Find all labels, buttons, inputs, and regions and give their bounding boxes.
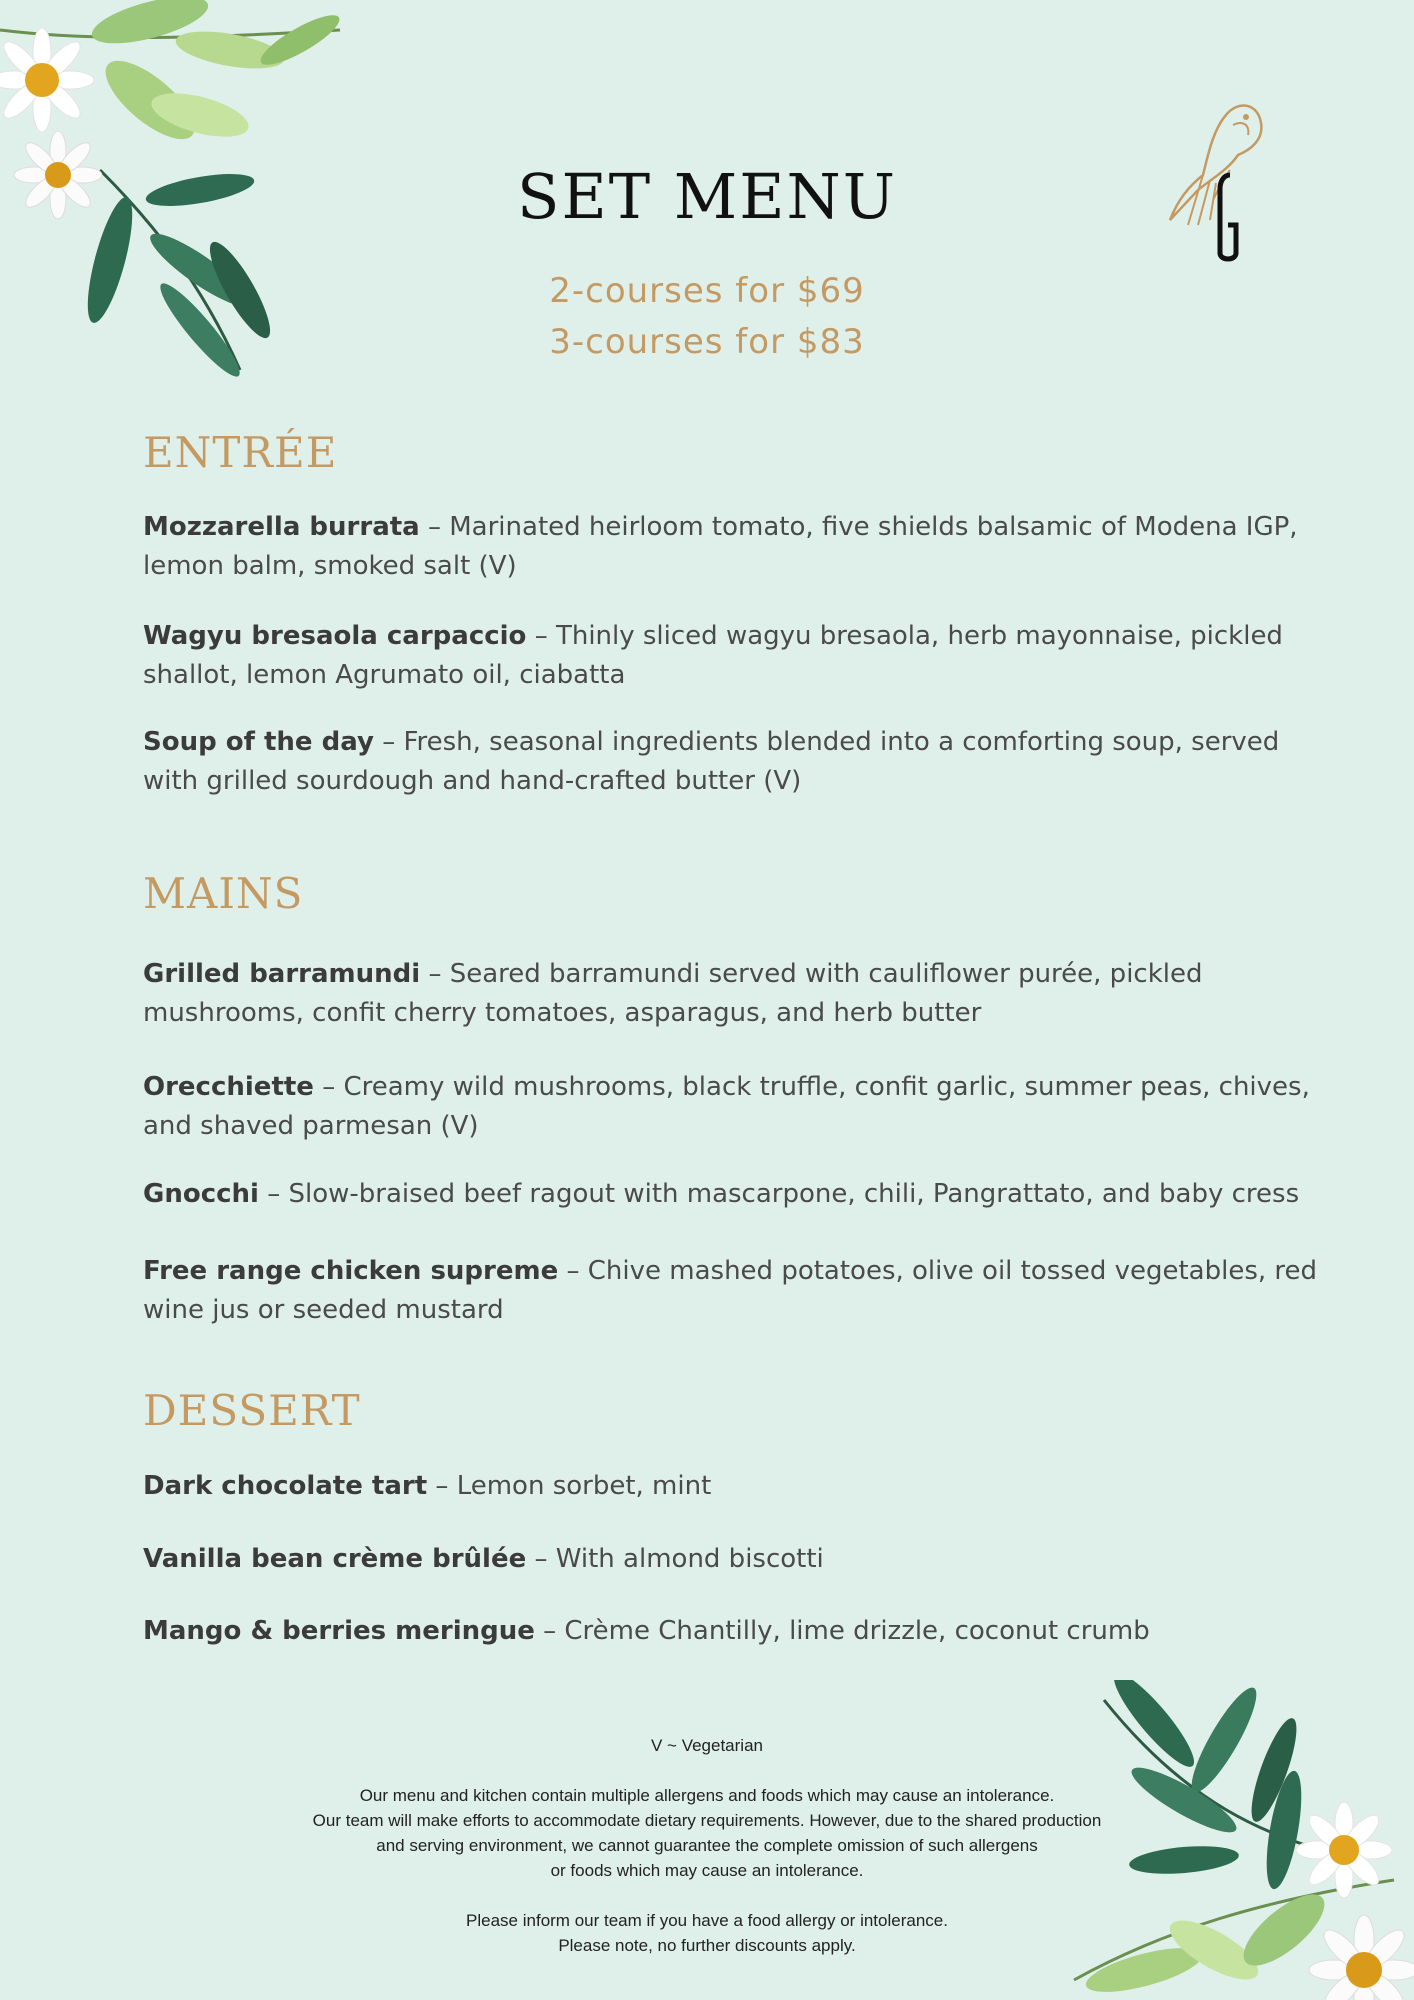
item-separator: – (428, 959, 442, 989)
menu-item (143, 1175, 1333, 1214)
price-two-courses: 2-courses for $69 (549, 271, 865, 311)
section-heading-mains: MAINS (143, 869, 304, 918)
allergen-notice-line: and serving environment, we cannot guarantee the complete omission of such allergens (376, 1836, 1038, 1855)
discount-notice: Please note, no further discounts apply. (558, 1936, 856, 1955)
price-three-courses: 3-courses for $83 (549, 322, 865, 362)
menu-item (143, 723, 1333, 801)
allergy-inform-notice: Please inform our team if you have a food allergy or intolerance. (466, 1911, 948, 1930)
menu-item-name: Wagyu bresaola carpaccio (143, 621, 527, 651)
menu-item-name: Vanilla bean crème brûlée (143, 1544, 527, 1574)
menu-item-description: Creamy wild mushrooms, black truffle, confit garlic, summer peas, chives, and shaved parmesan (V) (143, 1072, 1310, 1141)
item-separator: – (382, 727, 396, 757)
menu-item-name: Dark chocolate tart (143, 1471, 428, 1501)
menu-item-name: Orecchiette (143, 1072, 314, 1102)
page-title: SET MENU (516, 160, 898, 233)
item-separator: – (534, 1544, 548, 1574)
item-separator: – (534, 621, 548, 651)
menu-item-description: Slow-braised beef ragout with mascarpone, chili, Pangrattato, and baby cress (288, 1179, 1300, 1209)
menu-item (143, 508, 1333, 586)
allergen-notice-line: Our team will make efforts to accommodate dietary requirements. However, due to the shared production (312, 1811, 1102, 1830)
vegetarian-legend: V ~ Vegetarian (650, 1736, 763, 1755)
menu-item-description: Thinly sliced wagyu bresaola, herb mayonnaise, pickled shallot, lemon Agrumato oil, ciabatta (143, 621, 1283, 690)
item-separator: – (566, 1256, 580, 1286)
item-separator: – (435, 1471, 449, 1501)
menu-item (143, 955, 1333, 1033)
menu-item (143, 1540, 1333, 1579)
menu-item-description: Lemon sorbet, mint (456, 1471, 712, 1501)
menu-item (143, 1467, 1333, 1506)
item-separator: – (543, 1616, 557, 1646)
menu-item-description: Fresh, seasonal ingredients blended into a comforting soup, served with grilled sourdough and hand-crafted butter (V) (143, 727, 1280, 796)
menu-item-name: Mango & berries meringue (143, 1616, 535, 1646)
allergen-notice-line: or foods which may cause an intolerance. (550, 1861, 864, 1880)
menu-item-description: With almond biscotti (555, 1544, 824, 1574)
menu-item-name: Soup of the day (143, 727, 374, 757)
menu-item-name: Mozzarella burrata (143, 512, 420, 542)
menu-item-description: Marinated heirloom tomato, five shields balsamic of Modena IGP, lemon balm, smoked salt (V) (143, 512, 1298, 581)
item-separator: – (427, 512, 441, 542)
menu-item (143, 617, 1333, 695)
menu-item (143, 1612, 1333, 1651)
menu-item-name: Grilled barramundi (143, 959, 421, 989)
menu-item-name: Gnocchi (143, 1179, 259, 1209)
menu-item (143, 1252, 1333, 1330)
item-separator: – (322, 1072, 336, 1102)
menu-item-description: Seared barramundi served with cauliflower purée, pickled mushrooms, confit cherry tomatoes, asparagus, and herb butter (143, 959, 1203, 1028)
menu-item (143, 1068, 1333, 1146)
menu-item-name: Free range chicken supreme (143, 1256, 559, 1286)
section-heading-entree: ENTRÉE (143, 428, 338, 477)
menu-item-description: Crème Chantilly, lime drizzle, coconut crumb (564, 1616, 1150, 1646)
section-heading-dessert: DESSERT (143, 1386, 361, 1435)
item-separator: – (267, 1179, 281, 1209)
allergen-notice-line: Our menu and kitchen contain multiple allergens and foods which may cause an intolerance. (359, 1786, 1055, 1805)
menu-item-description: Chive mashed potatoes, olive oil tossed vegetables, red wine jus or seeded mustard (143, 1256, 1318, 1325)
